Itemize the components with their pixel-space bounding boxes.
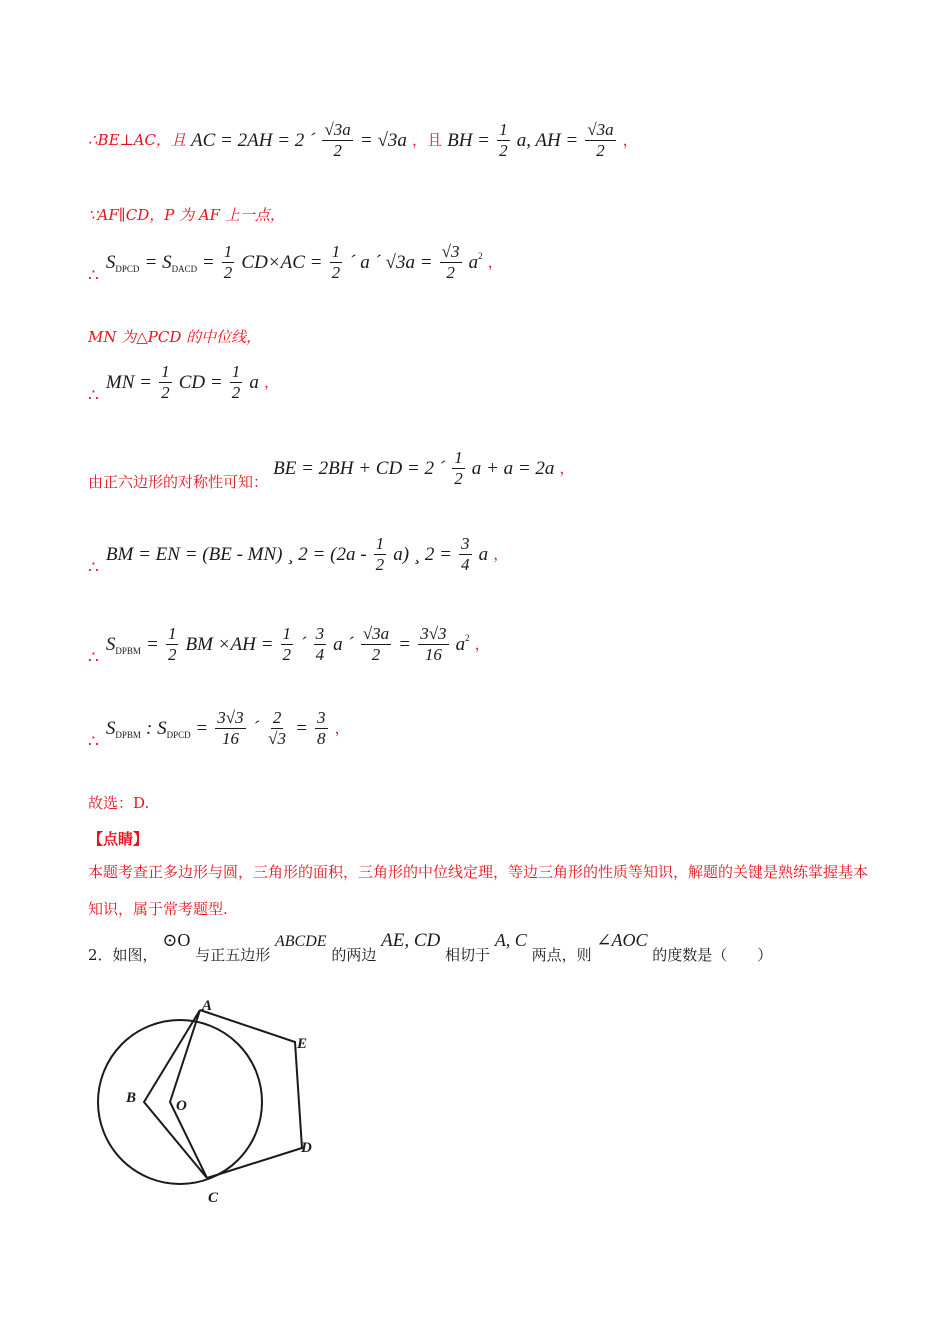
line5-eq-c: a (249, 371, 259, 393)
line7-eq-c: a (478, 543, 489, 565)
frac-den: 2 (499, 141, 508, 160)
s-subscript: DPCD (115, 263, 140, 274)
therefore-symbol: ∴ (88, 648, 99, 668)
line8-frac-5 (418, 624, 448, 665)
frac-num: 1 (161, 362, 170, 381)
question-2 (88, 930, 772, 965)
solution-line-2: ∵AF∥CD，P 为 AF 上一点， (88, 206, 285, 224)
line5-frac-1 (159, 362, 172, 403)
line3-s (106, 252, 140, 274)
line6-frac (452, 448, 465, 489)
eq-text: = (201, 251, 215, 273)
eq-text: a (468, 252, 479, 273)
frac-num: 2 (272, 708, 282, 727)
line8-a (456, 633, 470, 656)
frac-num: 1 (499, 120, 508, 139)
label-b: B (126, 1090, 137, 1106)
line6-eq-a: BE = 2BH + CD = 2 ´ (273, 457, 446, 479)
line8-frac-4 (361, 624, 391, 665)
label-c: C (208, 1190, 219, 1206)
frac-num: √3a (362, 624, 390, 643)
line7-eq-b: a) ¸ 2 = (393, 543, 452, 565)
line1-eq-b: = √3a (359, 129, 407, 151)
line1-eq-c: BH = (447, 129, 490, 151)
line8-eq-b: = (146, 633, 159, 655)
frac-den: 16 (424, 645, 442, 664)
frac-den: 8 (317, 729, 326, 748)
frac-den: 16 (221, 729, 239, 748)
eq-text: : S (146, 717, 167, 739)
frac-num: 1 (375, 534, 385, 553)
label-o: O (176, 1098, 187, 1114)
sides-name: AE, CD (381, 930, 441, 951)
line3-end: ， (487, 253, 503, 271)
angle-name: ∠AOC (596, 930, 648, 950)
therefore-symbol: ∴ (88, 732, 99, 752)
line1-end: ， (622, 131, 638, 149)
line8-frac-3 (314, 624, 327, 665)
s-letter: S (105, 633, 116, 655)
therefore-symbol: ∴ (88, 266, 99, 286)
frac-den: 2 (331, 263, 341, 282)
line9-frac-3 (315, 708, 328, 749)
frac-num: √3a (324, 120, 351, 139)
geometry-figure (80, 990, 340, 1220)
frac-num: 1 (231, 362, 241, 381)
solution-line-7 (88, 534, 508, 578)
line7-frac-1 (374, 534, 387, 575)
frac-den: 2 (231, 383, 241, 402)
line6-end: ， (559, 459, 575, 477)
line8-eq-e: a ´ (333, 633, 354, 655)
s-letter: S (105, 251, 116, 273)
line1-eq-d: a, AH = (516, 129, 579, 151)
therefore-symbol: ∴ (88, 558, 99, 578)
line5-frac-2 (230, 362, 243, 403)
question-text-3: 相切于 (445, 946, 491, 964)
question-number: 2．如图， (88, 946, 158, 964)
frac-den: 4 (315, 645, 325, 664)
line3-eq-d: CD×AC = (241, 251, 323, 273)
frac-num: 1 (223, 242, 233, 261)
frac-num: 1 (167, 624, 177, 643)
line1-mid: ，且 (411, 131, 442, 149)
frac-num: √3 (441, 242, 460, 261)
dianjing-heading: 【点睛】 (88, 830, 149, 848)
question-text-4: 两点，则 (531, 946, 592, 964)
line3-eq-e: ´ a ´ √3a = (349, 251, 433, 273)
frac-num: 1 (331, 242, 341, 261)
superscript: 2 (478, 251, 483, 261)
line8-eq-c: BM ×AH = (185, 633, 274, 655)
polygon-name: ABCDE (275, 933, 327, 950)
frac-den: √3 (268, 729, 286, 748)
line3-eq (145, 252, 215, 274)
superscript: 2 (465, 633, 470, 643)
line9-frac-1 (215, 708, 245, 749)
line7-end: ， (493, 545, 509, 563)
s-subscript: DPBM (115, 645, 141, 656)
frac-den: 2 (596, 141, 605, 160)
line5-end: ， (263, 373, 279, 391)
frac-den: 2 (161, 383, 170, 402)
frac-num: 1 (282, 624, 292, 643)
solution-line-6 (88, 448, 575, 492)
line3-frac-2 (330, 242, 343, 283)
summary-paragraph: 本题考查正多边形与圆，三角形的面积，三角形的中位线定理，等边三角形的性质等知识，解题的关键是熟练掌握基本知识，属于常考题型. (88, 863, 869, 918)
frac-den: 2 (167, 645, 177, 664)
frac-num: 1 (454, 448, 463, 467)
line1-frac-1 (322, 120, 352, 161)
line9-frac-2 (266, 708, 288, 749)
frac-num: 3√3 (420, 624, 447, 643)
frac-den: 2 (223, 263, 233, 282)
solution-line-8 (88, 624, 490, 668)
line1-frac-3 (585, 120, 615, 161)
eq-text: = S (144, 251, 172, 273)
side-ab-bc (144, 1010, 207, 1178)
solution-line-1 (88, 120, 638, 161)
line5-eq-a: MN = (105, 371, 152, 393)
line8-eq-f: = (398, 633, 412, 655)
line9-eq-d: ´ (252, 717, 260, 739)
line5-eq-b: CD = (178, 371, 223, 393)
line1-frac-2 (497, 120, 510, 161)
circle-o: ⊙O (162, 930, 191, 950)
line9-eq-e: = (295, 717, 308, 739)
line3-a (469, 251, 483, 274)
frac-den: 2 (333, 141, 342, 160)
line1-eq-a: AC = 2AH = 2 ´ (191, 129, 316, 151)
line9-end: ， (334, 719, 350, 737)
line8-eq-d: ´ (300, 633, 307, 655)
points-name: A, C (494, 930, 527, 950)
line9-s1 (106, 718, 141, 740)
frac-num: 3 (461, 534, 470, 553)
question-text-5: 的度数是（ ） (652, 946, 773, 964)
s-subscript: DACD (171, 263, 198, 274)
pentagon-edges (200, 1010, 302, 1178)
label-d: D (301, 1140, 312, 1156)
frac-den: 2 (454, 469, 463, 488)
line3-frac-3 (440, 242, 462, 283)
solution-line-4: MN 为△PCD 的中位线， (88, 328, 262, 346)
s-subscript: DPBM (115, 729, 141, 740)
line8-end: ， (474, 635, 490, 653)
line9-s2 (146, 718, 208, 740)
line8-frac-1 (166, 624, 179, 665)
solution-line-3 (88, 242, 503, 286)
frac-num: 3 (315, 624, 325, 643)
frac-den: 2 (371, 645, 381, 664)
line8-frac-2 (281, 624, 294, 665)
label-a: A (202, 998, 213, 1014)
line6-prefix: 由正六边形的对称性可知： (88, 473, 269, 491)
line6-eq-b: a + a = 2a (471, 457, 555, 479)
solution-line-9 (88, 708, 350, 752)
frac-den: 2 (282, 645, 292, 664)
therefore-symbol: ∴ (88, 386, 99, 406)
eq-text: = (195, 717, 209, 739)
line1-prefix: ∴BE⊥AC，且 (88, 131, 186, 149)
frac-den: 2 (446, 263, 455, 282)
question-text-1: 与正五边形 (195, 946, 271, 964)
line8-s (106, 634, 141, 656)
label-e: E (297, 1036, 308, 1052)
frac-num: 3√3 (217, 708, 244, 727)
s-letter: S (105, 717, 116, 739)
answer-line: 故选：D. (88, 794, 150, 812)
solution-line-5 (88, 362, 279, 406)
frac-den: 4 (461, 555, 470, 574)
frac-num: √3a (587, 120, 614, 139)
s-subscript: DPCD (166, 729, 191, 740)
frac-den: 2 (375, 555, 385, 574)
question-text-2: 的两边 (331, 946, 377, 964)
radii-oa-oc (170, 1010, 207, 1178)
eq-text: a (455, 634, 466, 655)
frac-num: 3 (317, 708, 326, 727)
line7-frac-2 (459, 534, 472, 575)
line7-eq-a: BM = EN = (BE - MN) ¸ 2 = (2a - (105, 543, 367, 565)
line3-frac-1 (222, 242, 235, 283)
